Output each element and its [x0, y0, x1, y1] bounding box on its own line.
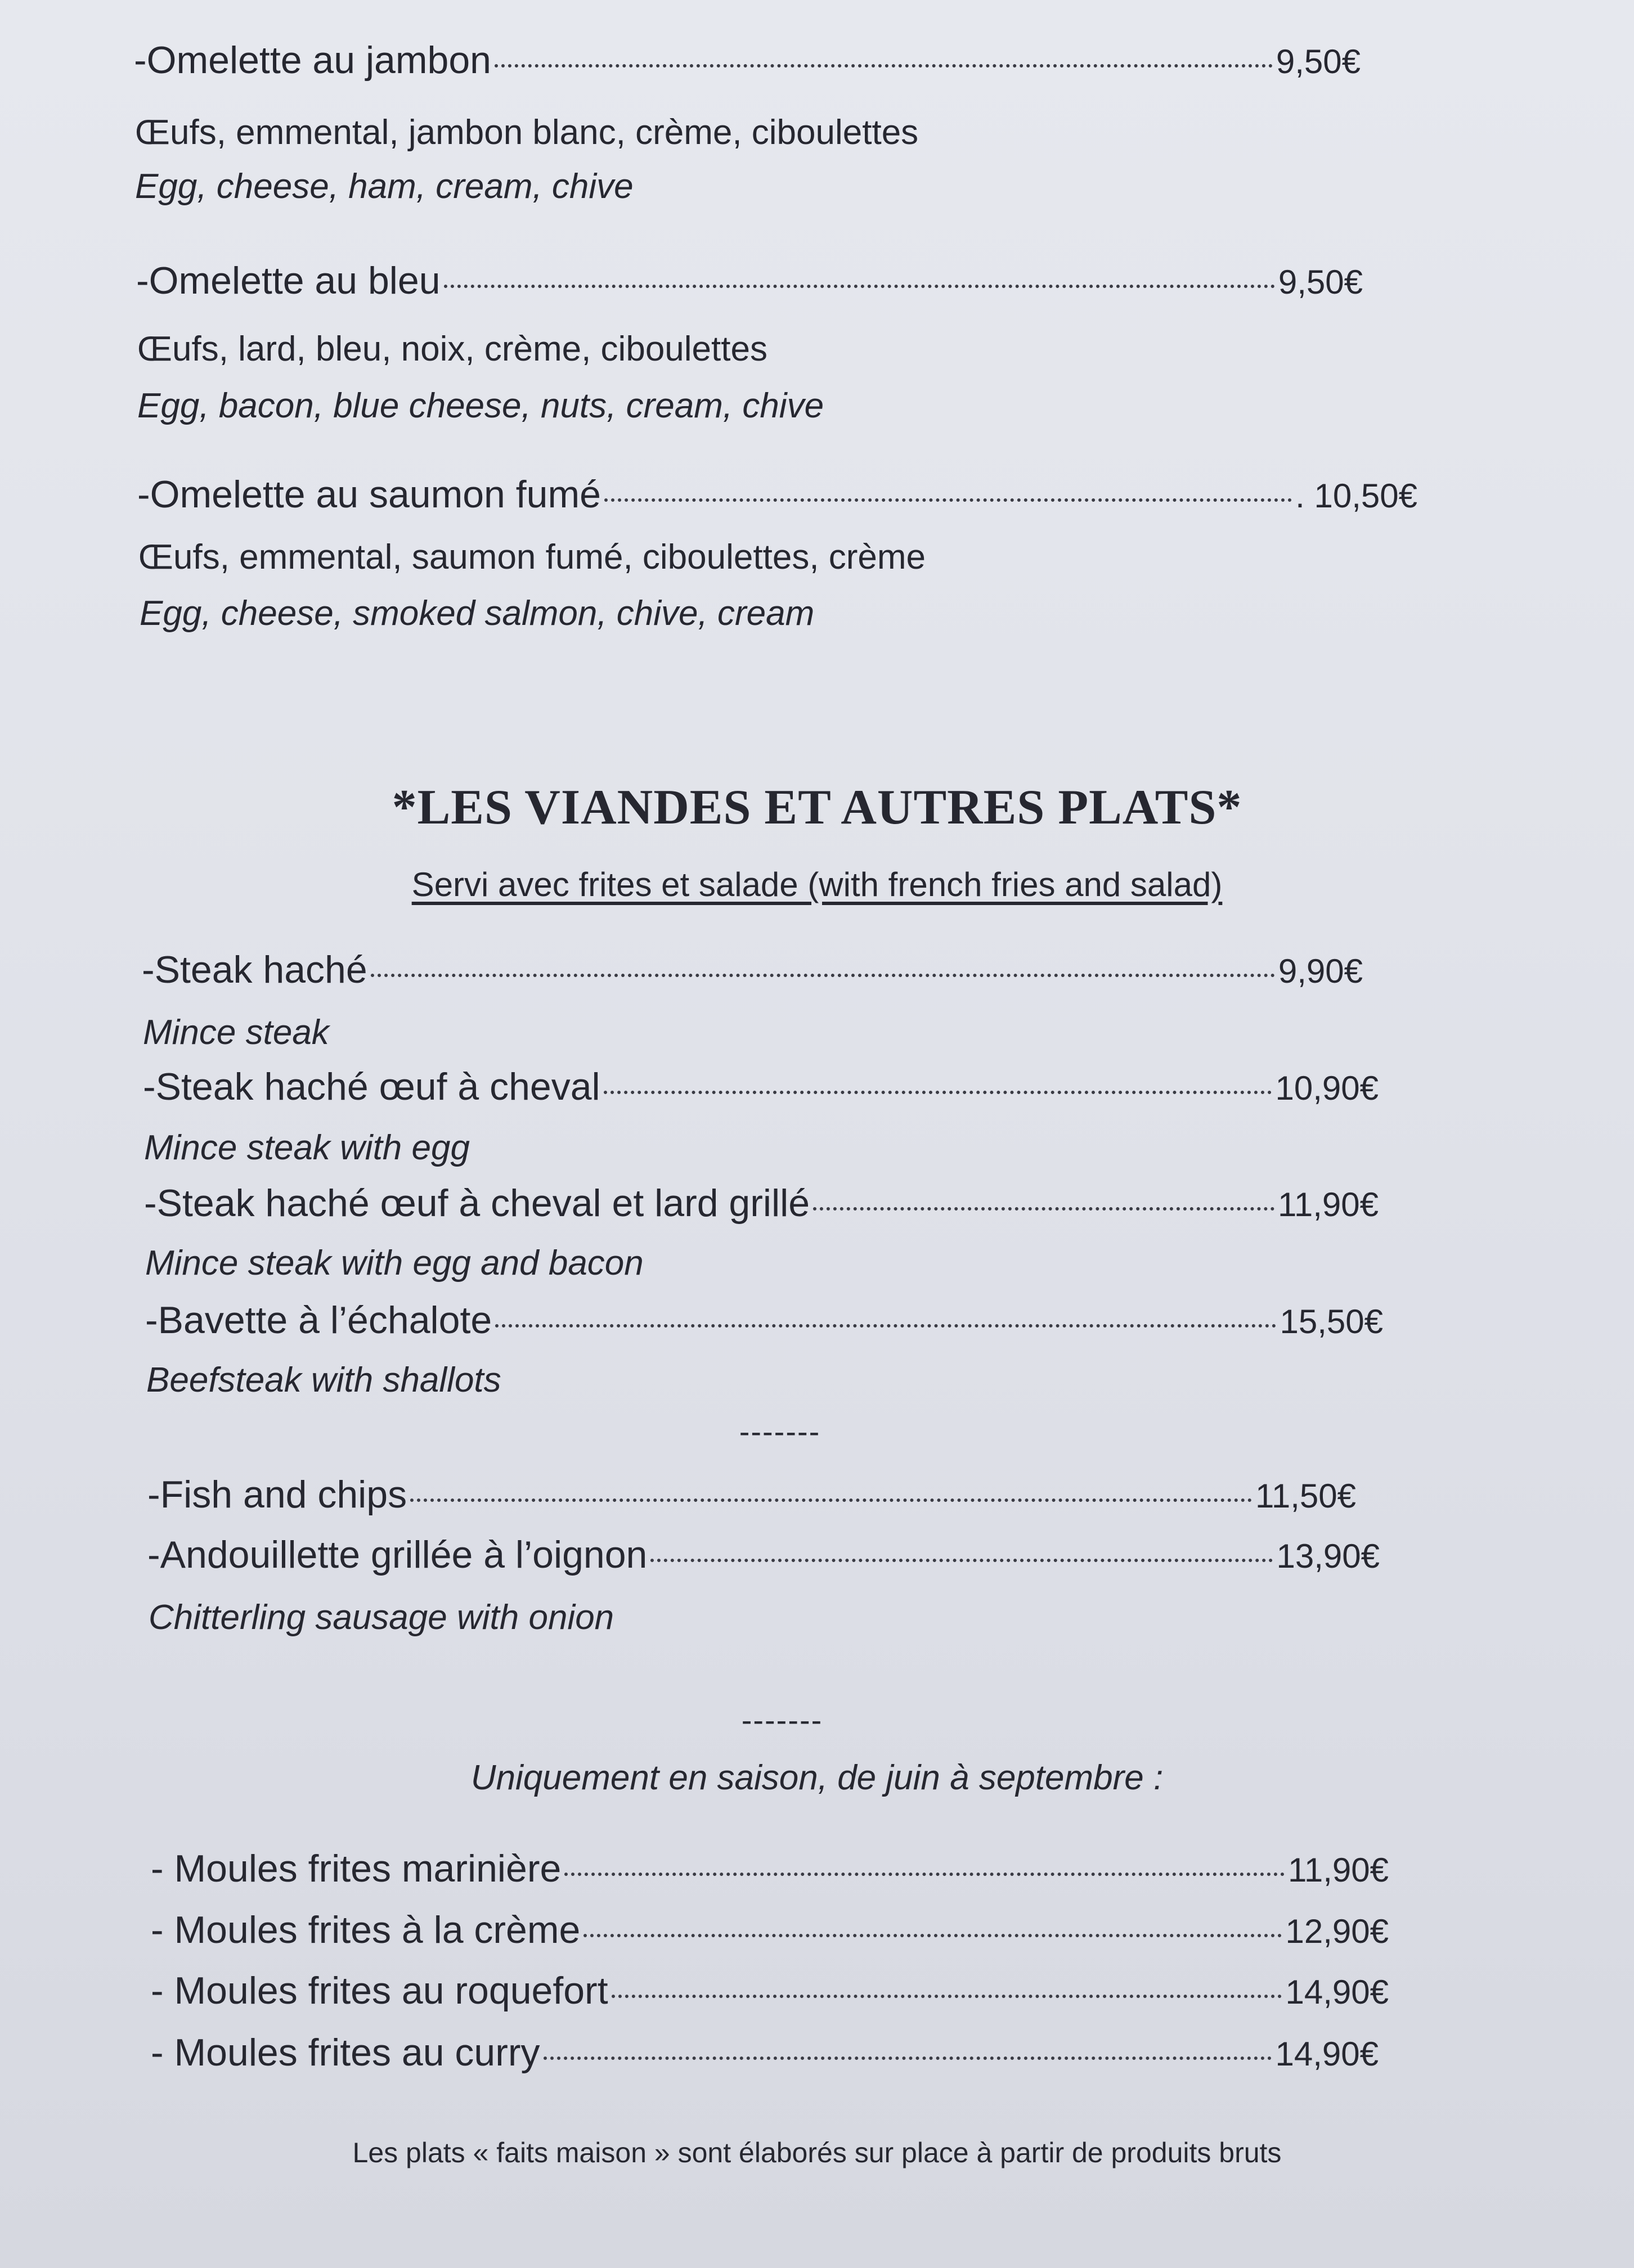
- item-price: 9,50€: [1276, 43, 1361, 80]
- item-price: 9,90€: [1278, 952, 1363, 990]
- section-title: *LES VIANDES ET AUTRES PLATS*: [392, 780, 1242, 835]
- item-name: - Moules frites à la crème: [151, 1909, 581, 1951]
- item-description-en: Beefsteak with shallots: [146, 1361, 501, 1400]
- separator: -------: [739, 1414, 821, 1449]
- dot-leader: [495, 64, 1273, 68]
- dot-leader: [444, 285, 1275, 288]
- item-name: - Moules frites au roquefort: [151, 1969, 608, 2012]
- menu-item-bavette: [145, 1298, 1383, 1342]
- item-name: -Andouillette grillée à l’oignon: [147, 1533, 648, 1576]
- item-price: 11,50€: [1255, 1477, 1356, 1515]
- item-price: 15,50€: [1280, 1303, 1383, 1340]
- item-name: -Fish and chips: [147, 1473, 407, 1516]
- item-description-en: Egg, cheese, smoked salmon, chive, cream: [140, 594, 815, 633]
- item-description-fr: Œufs, emmental, jambon blanc, crème, ciboulettes: [135, 113, 919, 152]
- item-description-en: Egg, cheese, ham, cream, chive: [135, 167, 634, 206]
- menu-item-omelette-jambon: [134, 38, 1361, 82]
- menu-item-andouillette: [147, 1533, 1380, 1577]
- item-price: 9,50€: [1278, 263, 1363, 301]
- item-description-en: Mince steak with egg and bacon: [145, 1244, 644, 1282]
- menu-item-omelette-saumon: [137, 472, 1417, 516]
- item-description-en: Mince steak with egg: [144, 1128, 470, 1167]
- menu-item-moules-mariniere: [151, 1847, 1389, 1891]
- menu-item-fish-and-chips: [147, 1473, 1356, 1516]
- item-description-en: Egg, bacon, blue cheese, nuts, cream, chive: [137, 386, 824, 425]
- menu-item-moules-curry: [151, 2031, 1379, 2074]
- item-name: -Omelette au jambon: [134, 39, 491, 82]
- menu-item-moules-roquefort: [151, 1969, 1389, 2013]
- dot-leader: [371, 974, 1275, 977]
- item-description-en: Chitterling sausage with onion: [149, 1598, 614, 1637]
- item-name: -Omelette au bleu: [136, 259, 441, 302]
- item-name: - Moules frites au curry: [151, 2031, 540, 2074]
- menu-item-steak-hache: [142, 948, 1363, 992]
- footer-note: Les plats « faits maison » sont élaborés sur place à partir de produits bruts: [352, 2137, 1282, 2168]
- item-price: 14,90€: [1275, 2035, 1379, 2073]
- item-name: -Bavette à l’échalote: [145, 1299, 492, 1342]
- section-subtitle: Servi avec frites et salade (with french fries and salad): [411, 866, 1223, 903]
- dot-leader: [813, 1207, 1274, 1210]
- menu-item-omelette-bleu: [136, 259, 1363, 303]
- item-price: 13,90€: [1276, 1537, 1380, 1575]
- dot-leader: [544, 2056, 1272, 2060]
- menu-item-steak-hache-oeuf-lard: [144, 1181, 1379, 1225]
- separator: -------: [741, 1702, 823, 1738]
- dot-leader: [604, 1091, 1272, 1094]
- dot-leader: [583, 1934, 1282, 1937]
- item-price: 14,90€: [1285, 1973, 1389, 2011]
- item-price: 11,90€: [1277, 1186, 1379, 1223]
- item-price: . 10,50€: [1295, 477, 1417, 515]
- dot-leader: [612, 1995, 1282, 1998]
- item-name: -Steak haché œuf à cheval: [143, 1065, 600, 1108]
- season-note: Uniquement en saison, de juin à septembre :: [470, 1758, 1164, 1797]
- dot-leader: [410, 1498, 1252, 1502]
- dot-leader: [650, 1559, 1273, 1562]
- item-name: -Omelette au saumon fumé: [137, 473, 601, 516]
- dot-leader: [564, 1873, 1285, 1876]
- item-price: 12,90€: [1285, 1912, 1389, 1950]
- item-description-fr: Œufs, emmental, saumon fumé, ciboulettes, crème: [138, 538, 926, 577]
- item-name: - Moules frites marinière: [151, 1847, 562, 1890]
- dot-leader: [495, 1324, 1276, 1328]
- item-price: 11,90€: [1287, 1851, 1389, 1889]
- item-name: -Steak haché œuf à cheval et lard grillé: [144, 1182, 810, 1225]
- item-description-en: Mince steak: [143, 1013, 329, 1052]
- item-price: 10,90€: [1275, 1069, 1379, 1107]
- item-name: -Steak haché: [142, 948, 367, 991]
- menu-item-moules-creme: [151, 1908, 1389, 1952]
- dot-leader: [604, 498, 1292, 502]
- menu-item-steak-hache-oeuf: [143, 1065, 1379, 1109]
- item-description-fr: Œufs, lard, bleu, noix, crème, ciboulettes: [137, 330, 767, 368]
